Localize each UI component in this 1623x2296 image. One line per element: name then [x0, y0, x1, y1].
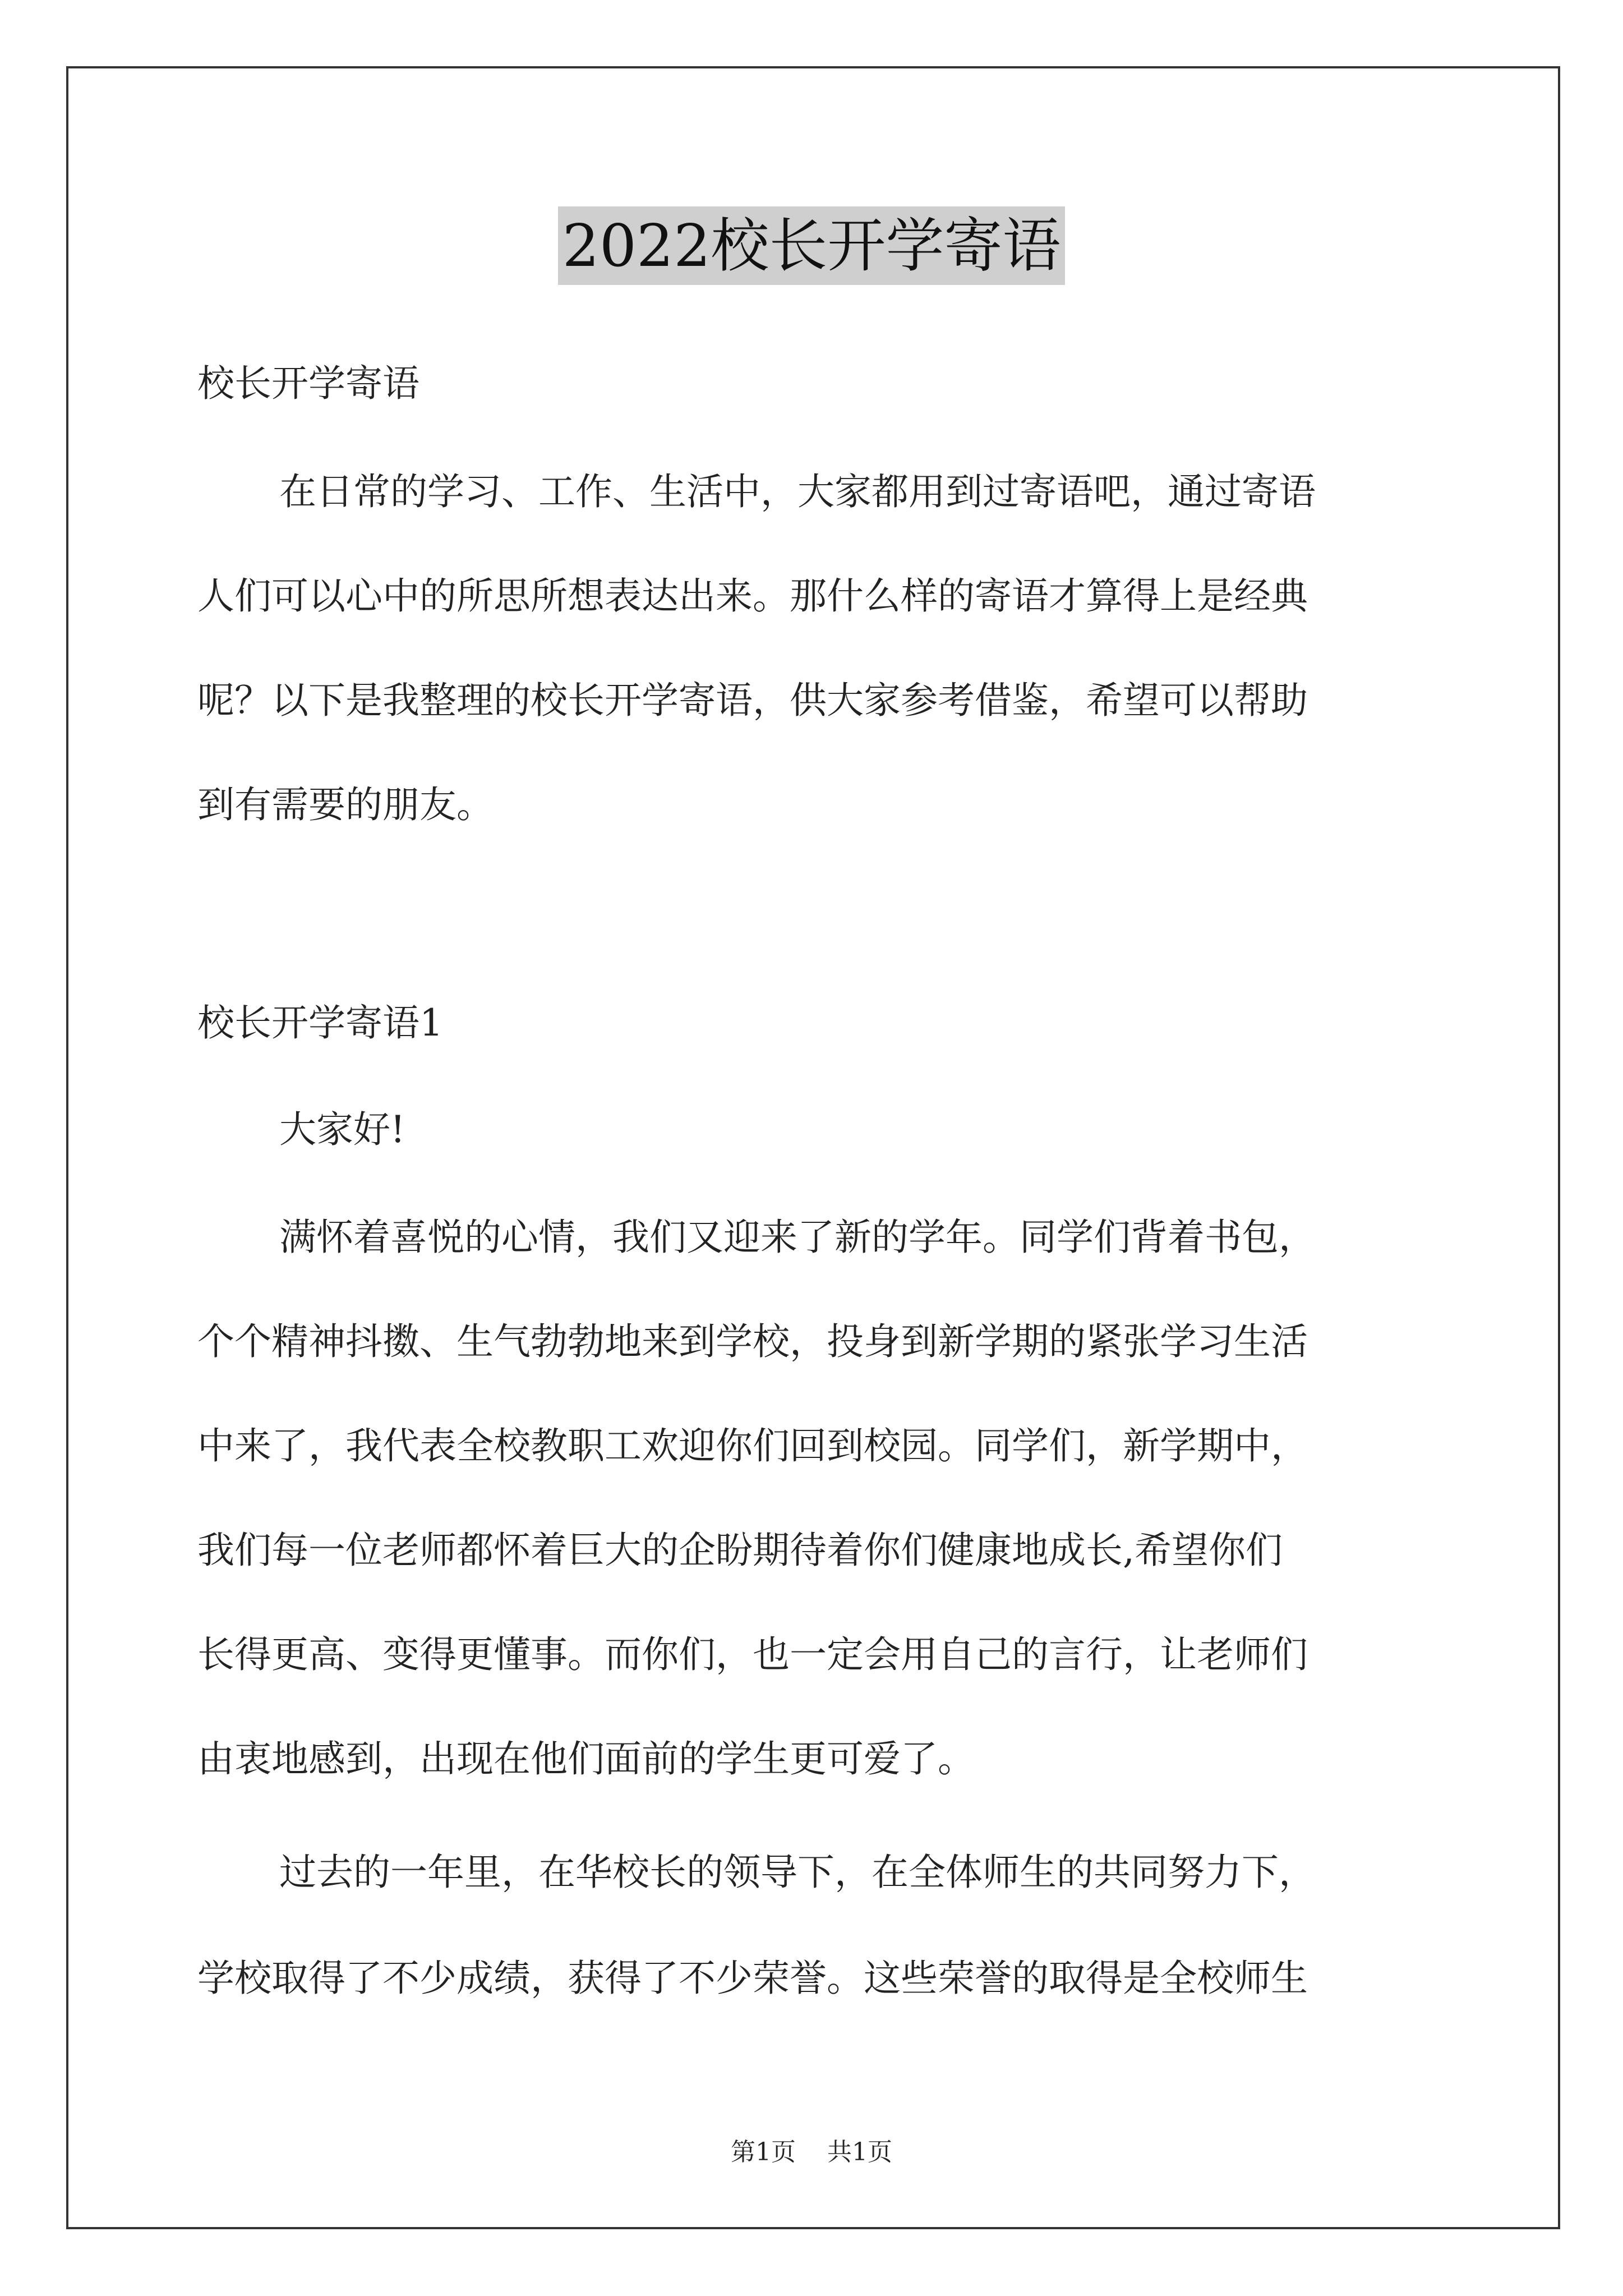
paragraph-line: 由衷地感到，出现在他们面前的学生更可爱了。 [197, 1737, 975, 1780]
paragraph-line: 长得更高、变得更懂事。而你们，也一定会用自己的言行，让老师们 [197, 1633, 1308, 1676]
page-footer [0, 2132, 1623, 2168]
title-container [0, 206, 1623, 285]
paragraph-line: 个个精神抖擞、生气勃勃地来到学校，投身到新学期的紧张学习生活 [197, 1320, 1308, 1363]
paragraph-line: 呢？以下是我整理的校长开学寄语，供大家参考借鉴，希望可以帮助 [197, 679, 1308, 722]
paragraph-line: 学校取得了不少成绩，获得了不少荣誉。这些荣誉的取得是全校师生 [197, 1957, 1308, 2000]
paragraph-line: 满怀着喜悦的心情，我们又迎来了新的学年。同学们背着书包， [279, 1216, 1316, 1259]
document-title: 2022校长开学寄语 [558, 206, 1066, 285]
paragraph-line: 过去的一年里，在华校长的领导下，在全体师生的共同努力下， [279, 1851, 1316, 1894]
paragraph-line: 中来了，我代表全校教职工欢迎你们回到校园。同学们，新学期中， [197, 1424, 1308, 1467]
section-heading: 校长开学寄语1 [197, 1001, 443, 1045]
paragraph-line: 到有需要的朋友。 [197, 783, 494, 826]
greeting-line: 大家好! [279, 1108, 405, 1151]
paragraph-line: 在日常的学习、工作、生活中，大家都用到过寄语吧，通过寄语 [279, 470, 1316, 513]
page-total: 共1页 [827, 2138, 892, 2166]
paragraph-line: 人们可以心中的所思所想表达出来。那什么样的寄语才算得上是经典 [197, 574, 1308, 618]
page-number: 第1页 [731, 2138, 796, 2166]
paragraph-line: 我们每一位老师都怀着巨大的企盼期待着你们健康地成长,希望你们 [197, 1529, 1283, 1572]
section-heading: 校长开学寄语 [197, 362, 419, 405]
